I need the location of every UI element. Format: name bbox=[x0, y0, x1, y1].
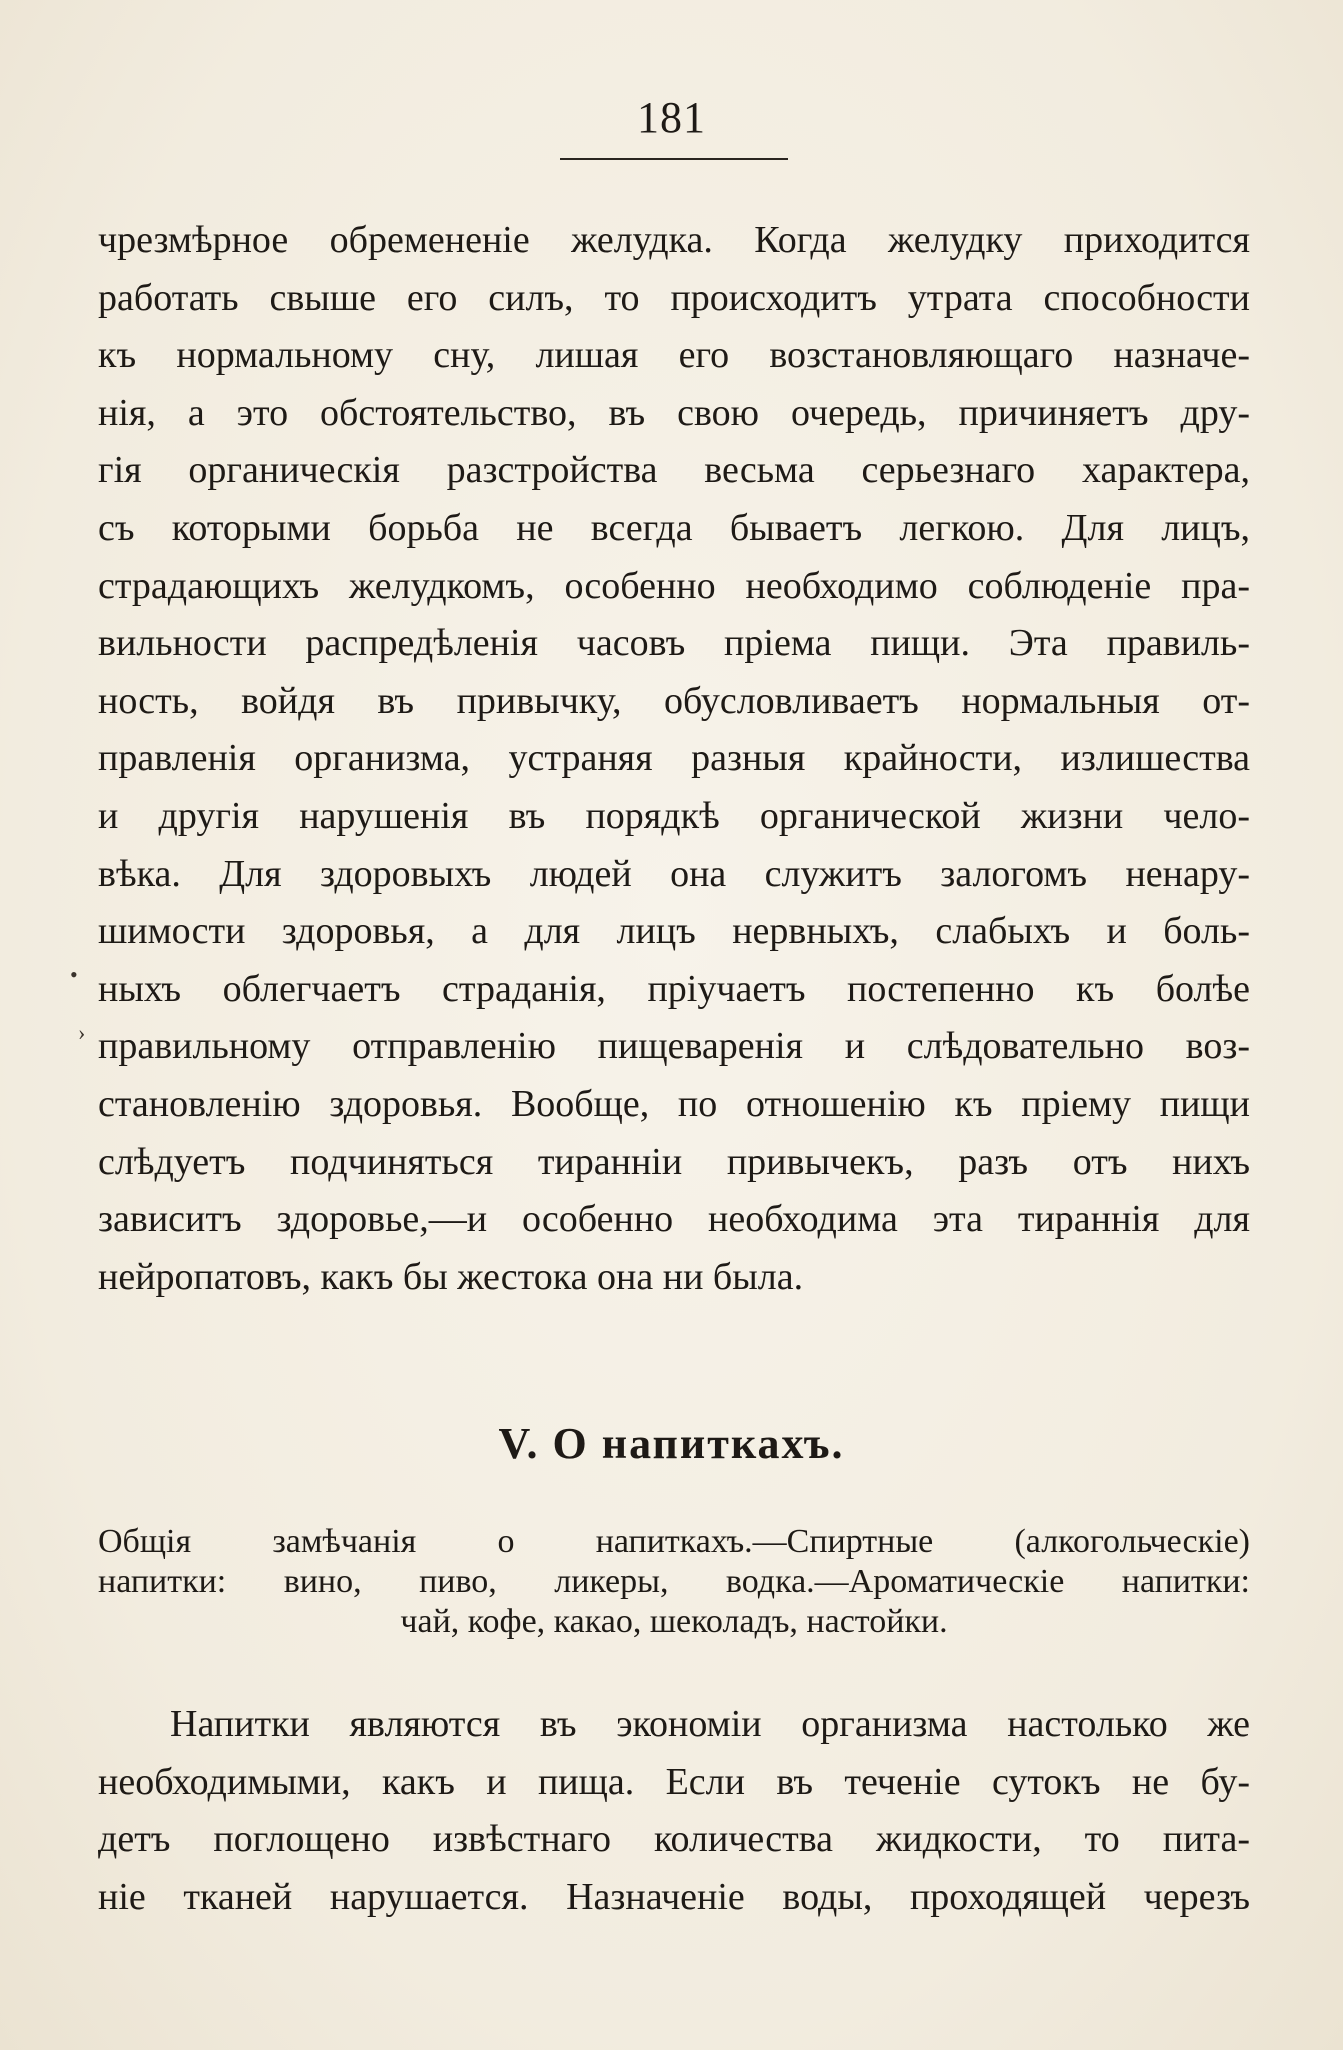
section-summary bbox=[98, 1522, 1250, 1642]
text-line: къ нормальному сну, лишая его возстановляющаго назначе- bbox=[98, 334, 1250, 377]
text-line: Напитки являются въ экономіи организма настолько же bbox=[170, 1703, 1250, 1745]
text-line: шимости здоровья, а для лицъ нервныхъ, слабыхъ и боль- bbox=[98, 910, 1250, 953]
text-line: чрезмѣрное обремененіе желудка. Когда желудку приходится bbox=[98, 219, 1250, 261]
margin-mark-bracket: › bbox=[78, 1020, 86, 1045]
text-line: вильности распредѣленія часовъ пріема пищи. Эта правиль- bbox=[98, 622, 1250, 665]
section-title: V. О напиткахъ. bbox=[498, 1419, 845, 1468]
text-line: ніе тканей нарушается. Назначеніе воды, проходящей черезъ bbox=[98, 1875, 1250, 1918]
text-line: работать свыше его силъ, то происходитъ утрата способности bbox=[98, 276, 1250, 319]
text-line: ность, войдя въ привычку, обусловливаетъ нормальныя от- bbox=[98, 679, 1250, 722]
text-line: правильному отправленію пищеваренія и слѣдовательно воз- bbox=[98, 1025, 1250, 1068]
text-line: зависитъ здоровье,—и особенно необходима эта тираннія для bbox=[98, 1198, 1250, 1241]
text-line: нія, а это обстоятельство, въ свою очередь, причиняетъ дру- bbox=[98, 391, 1250, 434]
text-line: съ которыми борьба не всегда бываетъ легкою. Для лицъ, bbox=[98, 506, 1250, 549]
text-line: ныхъ облегчаетъ страданія, пріучаетъ постепенно къ болѣе bbox=[98, 967, 1250, 1010]
summary-line: напитки: вино, пиво, ликеры, водка.—Ароматическіе напитки: bbox=[98, 1563, 1250, 1600]
text-line: детъ поглощено извѣстнаго количества жидкости, то пита- bbox=[98, 1818, 1250, 1861]
text-line: и другія нарушенія въ порядкѣ органической жизни чело- bbox=[98, 794, 1250, 837]
summary-line: Общія замѣчанія о напиткахъ.—Спиртные (алкогольческіе) bbox=[98, 1523, 1250, 1560]
text-line: гія органическія разстройства весьма серьезнаго характера, bbox=[98, 449, 1250, 492]
text-line: слѣдуетъ подчиняться тиранніи привычекъ, разъ отъ нихъ bbox=[98, 1140, 1250, 1183]
paragraph-2 bbox=[98, 1696, 1250, 1926]
page-number: 181 bbox=[637, 93, 706, 142]
text-line: правленія организма, устраняя разныя крайности, излишества bbox=[98, 737, 1250, 780]
paragraph-1 bbox=[98, 212, 1250, 1306]
header-rule bbox=[560, 158, 788, 160]
margin-mark-asterisk: • bbox=[70, 962, 78, 987]
text-line: страдающихъ желудкомъ, особенно необходимо соблюденіе пра- bbox=[98, 564, 1250, 607]
text-line: вѣка. Для здоровыхъ людей она служитъ залогомъ ненару- bbox=[98, 852, 1250, 895]
text-line: нейропатовъ, какъ бы жестока она ни была. bbox=[98, 1255, 804, 1298]
text-line: становленію здоровья. Вообще, по отношенію къ пріему пищи bbox=[98, 1082, 1250, 1125]
summary-line: чай, кофе, какао, шеколадъ, настойки. bbox=[400, 1603, 948, 1640]
text-line: необходимыми, какъ и пища. Если въ теченіе сутокъ не бу- bbox=[98, 1760, 1250, 1803]
